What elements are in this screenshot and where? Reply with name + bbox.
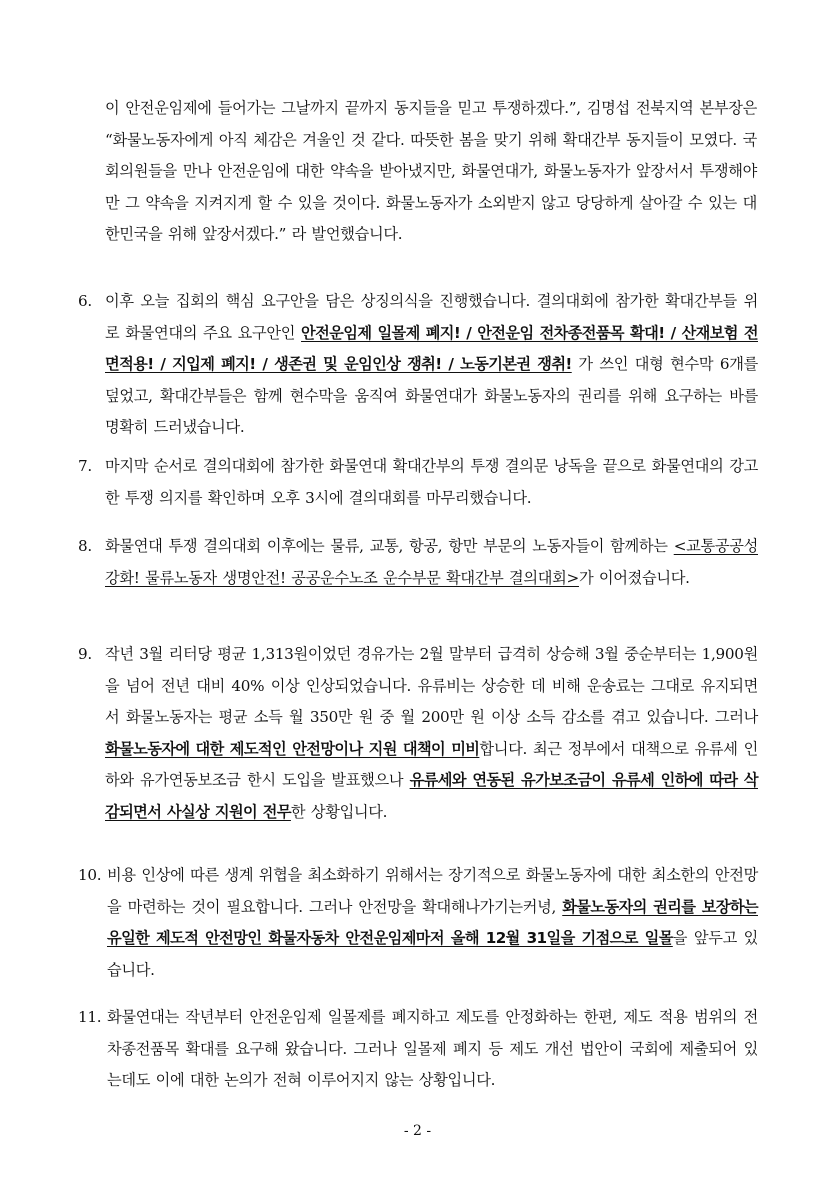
item-text-post: 가 쓰인 대형 현수막 6개를 덮었고, 확대간부들은 함께 현수막을 움직여 화물연대가 화물노동자의 권리를 위해 요구하는 바를 명확히 드러냈습니다.: [105, 355, 758, 437]
list-item-9: [78, 639, 758, 829]
item-emphasis-1: 화물노동자에 대한 제도적인 안전망이나 지원 대책이 미비: [105, 739, 480, 758]
item-body: [105, 451, 758, 514]
item-text-post: 가 이어졌습니다.: [578, 568, 690, 587]
intro-paragraph: [105, 93, 757, 251]
list-item-11: [78, 1002, 758, 1097]
item-text-mid: 합니다. 최근 정부에서 대책으로 유류세 인하와 유가연동보조금 한시 도입을 발표했으나: [105, 739, 758, 790]
intro-text: 이 안전운임제에 들어가는 그날까지 끝까지 동지들을 믿고 투쟁하겠다.”, 김명섭 전북지역 본부장은 “화물노동자에게 아직 체감은 겨울인 것 같다. 따뜻한 봄을 맞기 위해 확대간부 동지들이 모였다. 국회의원들을 만나 안전운임에 대한 약속을 받아냈지만, 화물연대가, 화물노동자가 앞장서서 투쟁해야만 그 약속을 지켜지게 할 수 있을 것이다. 화물노동자가 소외받지 않고 당당하게 살아갈 수 있는 대한민국을 위해 앞장서겠다.” 라 발언했습니다.: [105, 99, 757, 244]
item-body: [105, 531, 758, 594]
item-text-post: 을 앞두고 있습니다.: [107, 929, 758, 979]
list-item-8: [78, 531, 758, 594]
item-emphasis: 화물노동자의 권리를 보장하는 유일한 제도적 안전망인 화물자동차 안전운임제마저 올해 12월 31일을 기점으로 일몰: [107, 897, 758, 948]
item-number: 6.: [78, 292, 92, 310]
item-text-pre: 비용 인상에 따른 생계 위협을 최소화하기 위해서는 장기적으로 화물노동자에 대한 최소한의 안전망을 마련하는 것이 필요합니다. 그러나 안전망을 확대해나가기는커녕,: [107, 866, 758, 916]
item-underlined-title: <교통공공성 강화! 물류노동자 생명안전! 공공운수노조 운수부문 확대간부 결의대회>: [105, 537, 758, 587]
item-text: 마지막 순서로 결의대회에 참가한 화물연대 확대간부의 투쟁 결의문 낭독을 끝으로 화물연대의 강고한 투쟁 의지를 확인하며 오후 3시에 결의대회를 마무리했습니다.: [105, 457, 758, 507]
item-emphasis: 안전운임제 일몰제 폐지! / 안전운임 전차종전품목 확대! / 산재보험 전면적용! / 지입제 폐지! / 생존권 및 운임인상 쟁취! / 노동기본권 쟁취!: [105, 323, 758, 374]
item-text-pre: 이후 오늘 집회의 핵심 요구안을 담은 상징의식을 진행했습니다. 결의대회에 참가한 확대간부들 위로 화물연대의 주요 요구안인: [105, 292, 758, 342]
item-number: 10.: [78, 866, 102, 884]
item-body: [107, 1002, 758, 1097]
item-text: 화물연대는 작년부터 안전운임제 일몰제를 폐지하고 제도를 안정화하는 한편, 제도 적용 범위의 전차종전품목 확대를 요구해 왔습니다. 그러나 일몰제 폐지 등 제도 개선 법안이 국회에 제출되어 있는데도 이에 대한 논의가 전혀 이루어지지 않는 상황입니다.: [107, 1008, 758, 1090]
list-item-6: [78, 286, 758, 444]
item-body: [107, 860, 758, 986]
item-body: [105, 639, 758, 829]
item-number: 11.: [78, 1008, 102, 1026]
item-number: 8.: [78, 537, 92, 555]
item-body: [105, 286, 758, 444]
item-emphasis-2: 유류세와 연동된 유가보조금이 유류세 인하에 따라 삭감되면서 사실상 지원이 전무: [105, 771, 758, 821]
item-number: 7.: [78, 457, 92, 475]
page-number: - 2 -: [403, 1123, 432, 1139]
item-text-pre: 작년 3월 리터당 평균 1,313원이었던 경유가는 2월 말부터 급격히 상승해 3월 중순부터는 1,900원을 넘어 전년 대비 40% 이상 인상되었습니다. 유류비는 상승한 데 비해 운송료는 그대로 유지되면서 화물노동자는 평균 소득 월 350만 원 중 월 200만 원 이상 소득 감소를 겪고 있습니다. 그러나: [105, 645, 758, 727]
item-text-pre: 화물연대 투쟁 결의대회 이후에는 물류, 교통, 항공, 항만 부문의 노동자들이 함께하는: [105, 537, 674, 555]
list-item-10: [78, 860, 758, 986]
item-text-post: 한 상황입니다.: [290, 802, 388, 821]
list-item-7: [78, 451, 758, 514]
item-number: 9.: [78, 645, 92, 663]
